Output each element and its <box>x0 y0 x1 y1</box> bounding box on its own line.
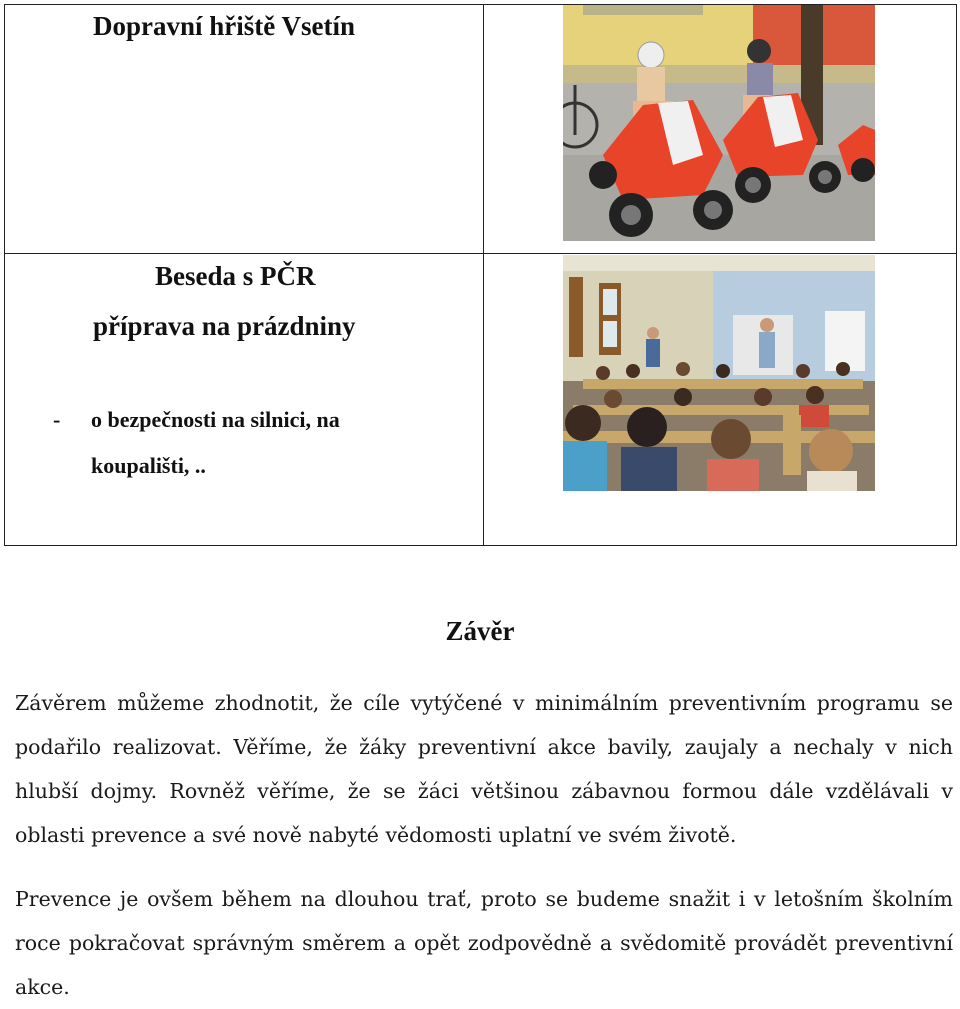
go-karts-photo <box>563 5 875 241</box>
bullet-item <box>53 407 340 433</box>
bullet-text: o bezpečnosti na silnici, na <box>91 407 340 432</box>
activity-table <box>4 4 957 546</box>
classroom-photo <box>563 255 875 491</box>
conclusion-heading: Závěr <box>445 616 515 646</box>
table-row-divider <box>5 253 956 254</box>
conclusion-paragraph-1: Závěrem můžeme zhodnotit, že cíle vytýčené v minimálním preventivním programu se podařilo realizovat. Věříme, že žáky preventivní akce bavily, zaujaly a nechaly v nich hlubší dojmy. Rovněž věříme, že se žáci většinou zábavnou formou dále vzdělávali v oblasti prevence a své nově nabyté vědomosti uplatní ve svém životě. <box>15 691 953 847</box>
row2-title: Beseda s PČR <box>155 261 316 291</box>
row1-title: Dopravní hřiště Vsetín <box>93 11 356 41</box>
row2-subtitle: příprava na prázdniny <box>93 311 356 341</box>
conclusion-paragraph-2: Prevence je ovšem během na dlouhou trať, proto se budeme snažit i v letošním školním roce pokračovat správným směrem a opět zodpovědně a svědomitě provádět preventivní akce. <box>15 887 953 999</box>
bullet-text-continuation: koupališti, .. <box>91 453 206 478</box>
table-column-divider <box>483 5 484 545</box>
bullet-marker: - <box>53 407 61 432</box>
